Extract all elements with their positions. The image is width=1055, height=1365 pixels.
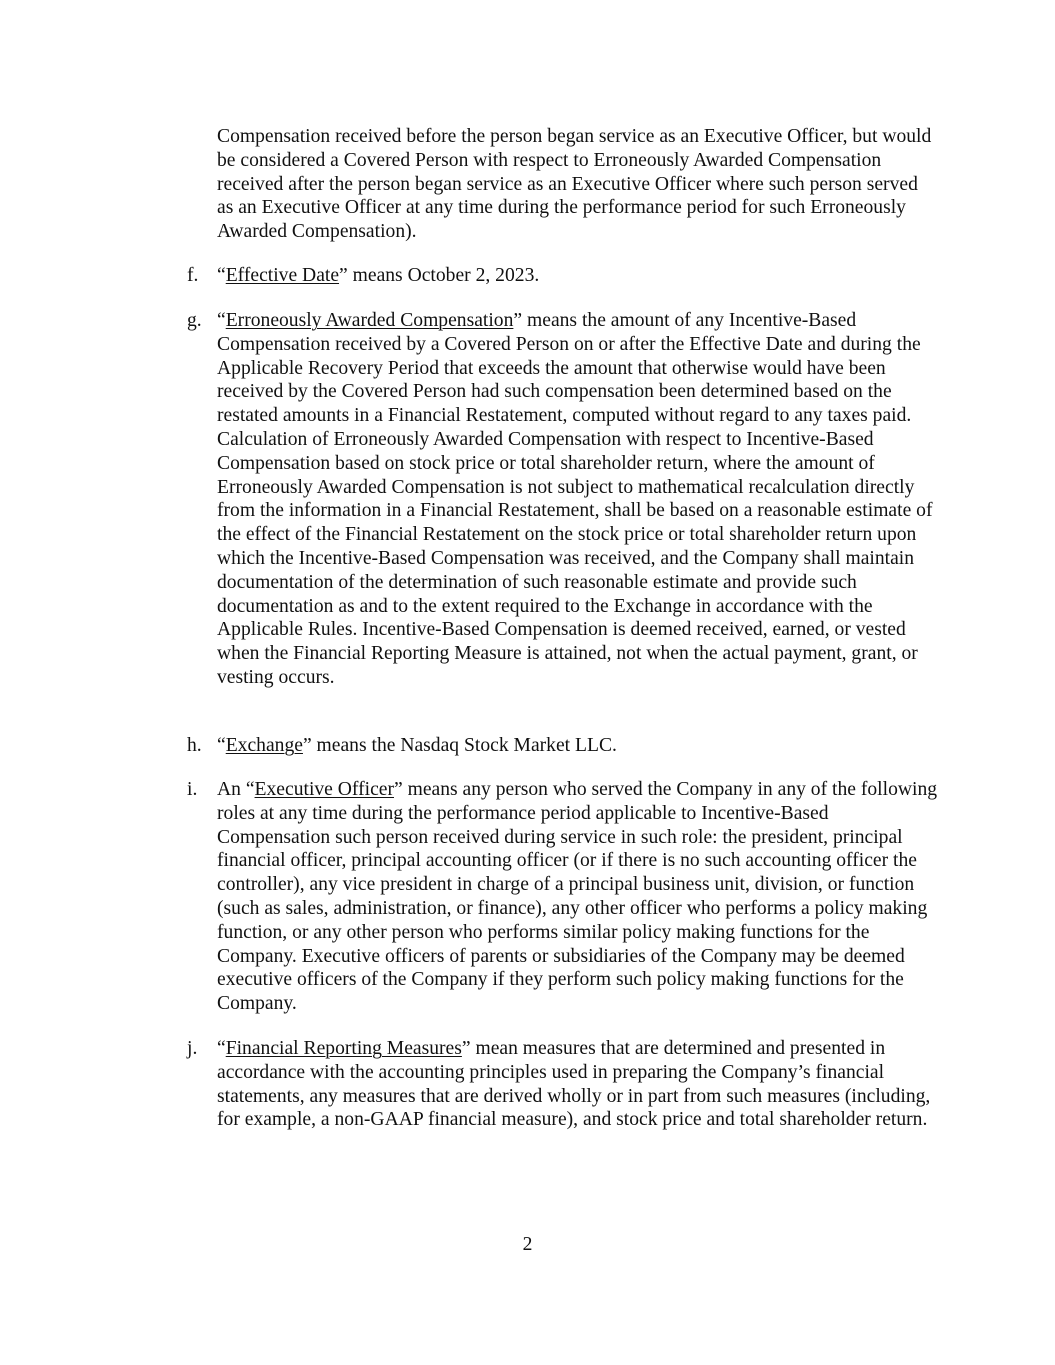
definition-item-g (187, 309, 939, 690)
definition-item-j (187, 1037, 939, 1132)
continuation-paragraph: Compensation received before the person began service as an Executive Officer, but would be considered a Covered Person with respect to Erroneously Awarded Compensation received after the person began service as an Executive Officer where such person served as an Executive Officer at any time during the performance period for such Erroneously Awarded Compensation). (217, 126, 932, 243)
definition-body: ” means the Nasdaq Stock Market LLC. (302, 735, 617, 756)
definition-lead: An “ (217, 779, 255, 800)
definition-text (217, 734, 939, 758)
defined-term: Executive Officer (254, 779, 394, 800)
defined-term: Exchange (225, 735, 303, 756)
definition-body: ” mean measures that are determined and presented in accordance with the accounting principles used in preparing the Company’s financial statements, any measures that are derived wholly or in part from such measures (including, for example, a non-GAAP financial measure), and stock price and total shareholder return. (217, 1038, 931, 1131)
definition-lead: “ (217, 1038, 226, 1059)
definition-text (217, 309, 939, 690)
item-marker: f. (187, 265, 199, 286)
definition-text (217, 1037, 939, 1132)
definition-lead: “ (217, 265, 226, 286)
definition-body: ” means October 2, 2023. (339, 265, 540, 286)
item-marker: j. (187, 1038, 198, 1059)
definition-body: ” means any person who served the Company in any of the following roles at any time during the performance period applicable to Incentive-Based Compensation such person received during service in such role: the president, principal financial officer, principal accounting officer (or if there is no such accounting officer the controller), any vice president in charge of a principal business unit, division, or function (such as sales, administration, or finance), any other officer who performs a policy making function, or any other person who performs similar policy making functions for the Company. Executive officers of parents or subsidiaries of the Company may be deemed executive officers of the Company if they perform such policy making functions for the Company. (217, 779, 938, 1015)
item-marker: i. (187, 779, 198, 800)
defined-term: Erroneously Awarded Compensation (225, 310, 514, 331)
definition-text (217, 778, 939, 1016)
definition-item-i (187, 778, 939, 1016)
item-marker: g. (187, 310, 202, 331)
defined-term: Financial Reporting Measures (225, 1038, 462, 1059)
definition-text (217, 264, 939, 288)
definition-lead: “ (217, 310, 226, 331)
definition-item-h (187, 734, 939, 758)
item-marker: h. (187, 735, 202, 756)
definition-item-f (187, 264, 939, 288)
definition-lead: “ (217, 735, 226, 756)
page-number: 2 (522, 1234, 533, 1255)
definition-body: ” means the amount of any Incentive-Based Compensation received by a Covered Person on or after the Effective Date and during the Applicable Recovery Period that exceeds the amount that otherwise would have been received by the Covered Person had such compensation been determined based on the restated amounts in a Financial Restatement, computed without regard to any taxes paid. Calculation of Erroneously Awarded Compensation with respect to Incentive-Based Compensation based on stock price or total shareholder return, where the amount of Erroneously Awarded Compensation is not subject to mathematical recalculation directly from the information in a Financial Restatement, shall be based on a reasonable estimate of the effect of the Financial Restatement on the stock price or total shareholder return upon which the Incentive-Based Compensation was received, and the Company shall maintain documentation of the determination of such reasonable estimate and provide such documentation as and to the extent required to the Exchange in accordance with the Applicable Rules. Incentive-Based Compensation is deemed received, earned, or vested when the Financial Reporting Measure is attained, not when the actual payment, grant, or vesting occurs. (217, 310, 933, 688)
defined-term: Effective Date (225, 265, 340, 286)
